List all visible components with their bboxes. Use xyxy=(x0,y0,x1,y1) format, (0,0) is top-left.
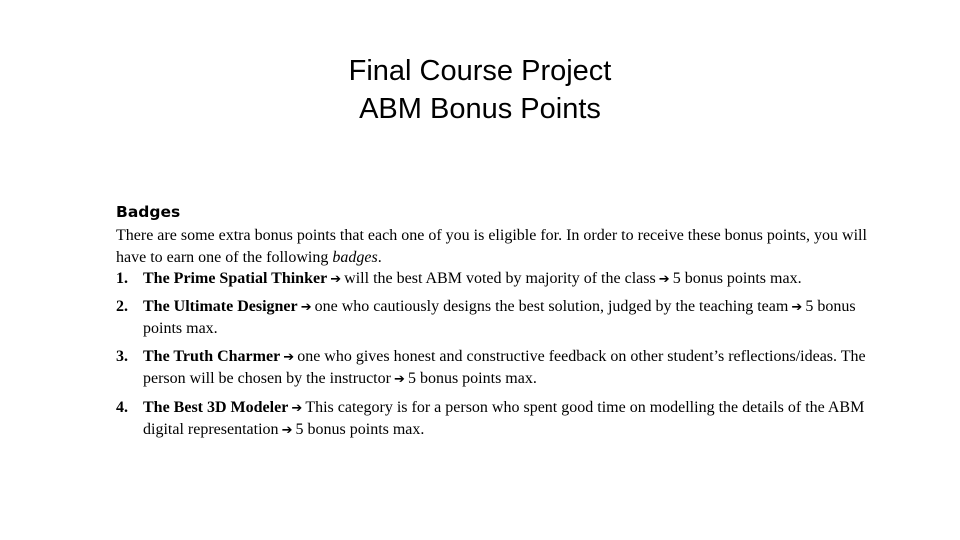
section-heading: Badges xyxy=(116,203,181,221)
badge-number: 4. xyxy=(116,398,128,416)
badge-item xyxy=(116,346,876,391)
badge-name: The Prime Spatial Thinker xyxy=(143,270,328,287)
badge-number: 2. xyxy=(116,297,128,315)
slide-title xyxy=(0,52,960,128)
badge-description: one who cautiously designs the best solution, judged by the teaching team xyxy=(314,297,789,315)
arrow-right-icon: ➔ xyxy=(394,372,405,387)
badge-item xyxy=(116,397,876,442)
title-line-1: Final Course Project xyxy=(348,55,612,87)
arrow-right-icon: ➔ xyxy=(300,299,312,315)
arrow-right-icon: ➔ xyxy=(658,272,670,287)
badge-description: This category is for a person who spent good time on modelling the details of the ABM digital representation xyxy=(143,398,865,438)
badge-points: 5 bonus points max. xyxy=(407,370,537,387)
content-body xyxy=(116,200,876,448)
intro-end: . xyxy=(377,248,382,266)
arrow-right-icon: ➔ xyxy=(283,349,295,365)
badge-body xyxy=(143,397,876,442)
badge-number: 3. xyxy=(116,347,128,365)
badge-points: 5 bonus points max. xyxy=(295,421,425,438)
badge-name: The Truth Charmer xyxy=(143,347,281,365)
title-line-2: ABM Bonus Points xyxy=(359,93,601,125)
badge-name: The Best 3D Modeler xyxy=(143,398,289,416)
badge-list xyxy=(116,268,876,442)
badge-item xyxy=(116,268,876,291)
arrow-right-icon: ➔ xyxy=(791,299,803,315)
badge-name: The Ultimate Designer xyxy=(143,297,298,315)
badge-points: 5 bonus points max. xyxy=(672,270,802,287)
badge-number: 1. xyxy=(116,270,128,287)
badge-body xyxy=(143,346,876,391)
intro-text: There are some extra bonus points that each one of you is eligible for. In order to receive these bonus points, you will have to earn one of the following xyxy=(116,227,867,266)
intro-emphasis: badges xyxy=(332,248,378,266)
badge-body xyxy=(143,296,876,340)
arrow-right-icon: ➔ xyxy=(291,400,303,416)
badge-points: 5 bonus points max. xyxy=(143,297,856,337)
badge-description: one who gives honest and constructive feedback on other student’s reflections/ideas. The person will be chosen by the instructor xyxy=(143,347,866,387)
arrow-right-icon: ➔ xyxy=(281,423,293,438)
arrow-right-icon: ➔ xyxy=(330,272,342,287)
badge-description: will the best ABM voted by majority of the class xyxy=(344,270,656,287)
badge-body xyxy=(143,268,876,291)
intro-paragraph xyxy=(116,225,876,268)
badge-item xyxy=(116,296,876,340)
